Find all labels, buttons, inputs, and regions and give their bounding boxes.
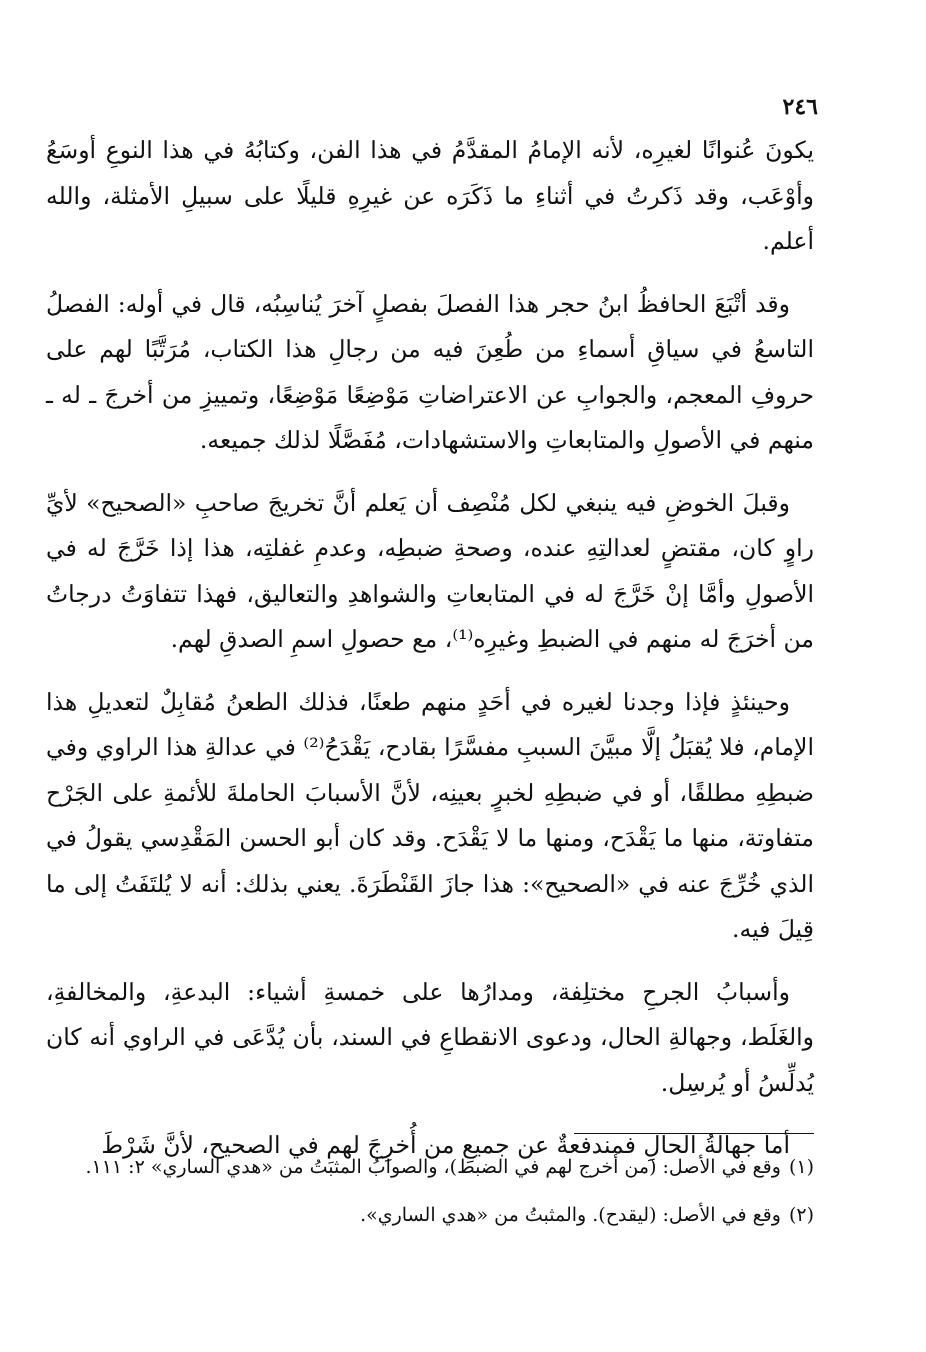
footnote-text: وقع في الأصل: (من أخرج لهم في الضبط)، والصوابُ المثبَتُ من «هدي الساري» ٢: ١١١. [85,1156,781,1178]
paragraph: أما جهالةُ الحالِ فمندفعةٌ عن جميعِ من أُخرِجَ لهم في الصحيح، لأنَّ شَرْطَ [101,1131,790,1159]
paragraph: وقبلَ الخوضِ فيه ينبغي لكل مُنْصِف أن يَعلم أنَّ تخريجَ صاحبِ «الصحيح» لأيِّ راوٍ كان، مقتضٍ لعدالتِهِ عنده، وصحةِ ضبطِه، وعدمِ غفلتِه، هذا إذا خَرَّجَ له في الأصولِ وأمَّا إنْ خَرَّجَ له في المتابعاتِ والشواهدِ والتعاليق، فهذا تتفاوَتُ درجاتُ من أخرَجَ له منهم في الضبطِ وغيرِه⁽¹⁾، مع حصولِ اسمِ الصدقِ لهم. [46,488,814,653]
footnote-number: (١) [788,1156,814,1178]
footnote-number: (٢) [788,1204,814,1226]
footnote [60,1196,814,1234]
paragraph: وقد أتْبَعَ الحافظُ ابنُ حجر هذا الفصلَ بفصلٍ آخرَ يُناسِبُه، قال في أوله: الفصلُ التاسعُ في سياقِ أسماءِ من طُعِنَ فيه من رجالِ هذا الكتاب، مُرَتَّبًا لهم على حروفِ المعجم، والجوابِ عن الاعتراضاتِ مَوْضِعًا مَوْضِعًا، وتمييزِ من أخرجَ ـ له ـ منهم في الأصولِ والمتابعاتِ والاستشهادات، مُفَصَّلًا لذلك جميعه. [46,289,814,454]
footnote [60,1148,814,1186]
footnotes [60,1148,814,1244]
footnote-text: وقع في الأصل: (ليقدح). والمثبتُ من «هدي الساري». [360,1204,781,1226]
paragraph: وأسبابُ الجرحِ مختلِفة، ومدارُها على خمسةِ أشياء: البدعةِ، والمخالفةِ، والغَلَط، وجهالةِ الحال، ودعوى الانقطاعِ في السند، بأن يُدَّعَى في الراوي أنه كان يُدلِّسُ أو يُرسِل. [46,977,814,1097]
paragraph: يكونَ عُنوانًا لغيرِه، لأنه الإمامُ المقدَّمُ في هذا الفن، وكتابُهُ في هذا النوعِ أوسَعُ وأوْعَب، وقد ذَكرتُ في أثناءِ ما ذَكَرَه عن غيرِهِ قليلًا على سبيلِ الأمثلة، والله أعلم. [46,136,814,255]
body-text [46,128,814,1186]
paragraph: وحينئذٍ فإذا وجدنا لغيره في أحَدٍ منهم طعنًا، فذلك الطعنُ مُقابِلٌ لتعديلِ هذا الإمام، فلا يُقبَلُ إلَّا مبيَّنَ السببِ مفسَّرًا بقادح، يَقْدَحُ⁽²⁾ في عدالةِ هذا الراوي وفي ضبطِهِ مطلقًا، أو في ضبطِهِ لخبرٍ بعينِه، لأنَّ الأسبابَ الحاملةَ للأئمةِ على الجَرْح متفاوتة، منها ما يَقْدَح، ومنها ما لا يَقْدَح. وقد كان أبو الحسن المَقْدِسي يقولُ في الذي خُرِّجَ عنه في «الصحيح»: هذا جازَ القَنْطَرَةَ. يعني بذلك: أنه لا يُلتَفَتُ إلى ما قِيلَ فيه. [46,687,814,943]
page-number: ٢٤٦ [782,94,818,120]
footnote-separator [574,1133,814,1134]
